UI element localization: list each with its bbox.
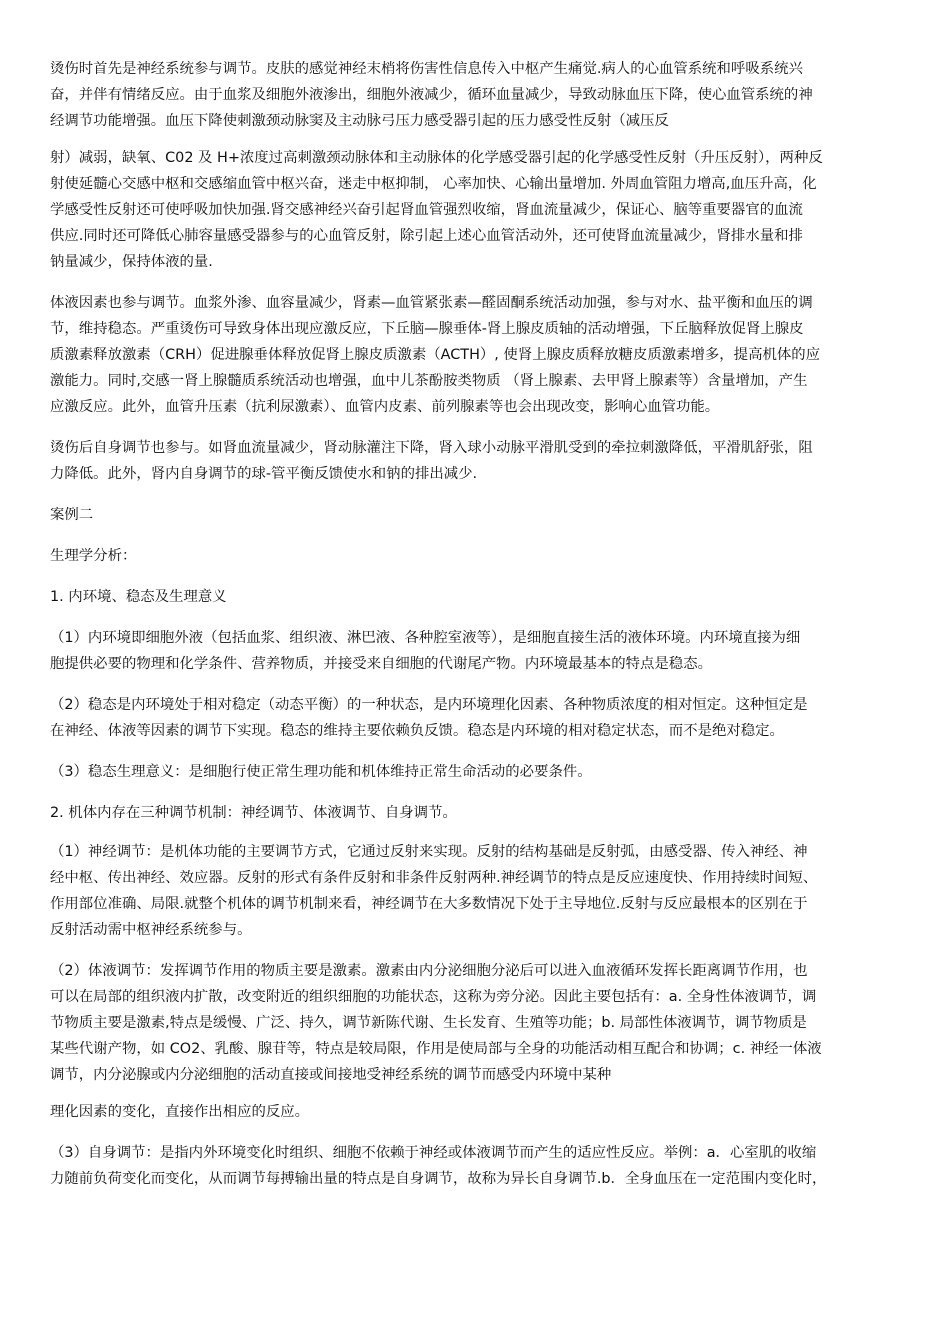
text-line: 调节，内分泌腺或内分泌细胞的活动直接或间接地受神经系统的调节而感受内环境中某种 <box>50 1067 612 1083</box>
section-2-title <box>50 800 900 826</box>
text-line: 钠量减少，保持体液的量. <box>50 254 213 270</box>
text-line: 体液因素也参与调节。血浆外渗、血容量减少，肾素—血管紧张素—醛固酮系统活动加强，参与对水、盐平衡和血压的调 <box>50 295 813 311</box>
heading-case-two <box>50 502 900 528</box>
paragraph-humoral-regulation <box>50 290 900 420</box>
text-line: 2. 机体内存在三种调节机制：神经调节、体液调节、自身调节。 <box>50 805 457 821</box>
text-line: 1. 内环境、稳态及生理意义 <box>50 589 227 605</box>
paragraph-reflex-detail <box>50 145 900 275</box>
text-line: （1）内环境即细胞外液（包括血浆、组织液、淋巴液、各种腔室液等），是细胞直接生活的液体环境。内环境直接为细 <box>50 630 801 646</box>
text-line: 在神经、体液等因素的调节下实现。稳态的维持主要依赖负反馈。稳态是内环境的相对稳定状态，而不是绝对稳定。 <box>50 723 784 739</box>
text-line: 力降低。此外，肾内自身调节的球-管平衡反馈使水和钠的排出减少. <box>50 466 478 482</box>
text-line: 烫伤时首先是神经系统参与调节。皮肤的感觉神经末梢将伤害性信息传入中枢产生痛觉.病人的心血管系统和呼吸系统兴 <box>50 61 803 77</box>
section-2-item-2 <box>50 958 900 1088</box>
text-line: 激能力。同时,交感一肾上腺髓质系统活动也增强，血中儿茶酚胺类物质 （肾上腺素、去甲肾上腺素等）含量增加，产生 <box>50 373 808 389</box>
text-line: 经中枢、传出神经、效应器。反射的形式有条件反射和非条件反射两种.神经调节的特点是反应速度快、作用持续时间短、 <box>50 870 818 886</box>
text-line: 作用部位准确、局限.就整个机体的调节机制来看，神经调节在大多数情况下处于主导地位.反射与反应最根本的区别在于 <box>50 896 808 912</box>
text-line: 学感受性反射还可使呼吸加快加强.肾交感神经兴奋引起肾血管强烈收缩，肾血流量减少，保证心、脑等重要器官的血流 <box>50 202 803 218</box>
text-line: 射使延髓心交感中枢和交感缩血管中枢兴奋，迷走中枢抑制， 心率加快、心输出量增加. 外周血管阻力增高,血压升高，化 <box>50 176 817 192</box>
text-line: 应激反应。此外，血管升压素（抗利尿激素）、血管内皮素、前列腺素等也会出现改变，影响心血管功能。 <box>50 399 720 415</box>
text-line: 节，维持稳态。严重烫伤可导致身体出现应激反应，下丘脑—腺垂体-肾上腺皮质轴的活动增强，下丘脑释放促肾上腺皮 <box>50 321 804 337</box>
text-line: 节物质主要是激素,特点是缓慢、广泛、持久，调节新陈代谢、生长发育、生殖等功能；b. 局部性体液调节，调节物质是 <box>50 1015 807 1031</box>
text-line: 经调节功能增强。血压下降使刺激颈动脉窦及主动脉弓压力感受器引起的压力感受性反射（减压反 <box>50 113 669 129</box>
text-line: （2）体液调节：发挥调节作用的物质主要是激素。激素由内分泌细胞分泌后可以进入血液循环发挥长距离调节作用，也 <box>50 963 808 979</box>
text-line: 供应.同时还可降低心肺容量感受器参与的心血管反射，除引起上述心血管活动外，还可使肾血流量减少，肾排水量和排 <box>50 228 803 244</box>
text-line: （1）神经调节：是机体功能的主要调节方式，它通过反射来实现。反射的结构基础是反射弧，由感受器、传入神经、神 <box>50 844 808 860</box>
text-line: 可以在局部的组织液内扩散，改变附近的组织细胞的功能状态，这称为旁分泌。因此主要包括有：a. 全身性体液调节，调 <box>50 989 817 1005</box>
text-line: 烫伤后自身调节也参与。如肾血流量减少，肾动脉灌注下降，肾入球小动脉平滑肌受到的牵拉刺激降低，平滑肌舒张，阻 <box>50 440 813 456</box>
heading-physiology-analysis <box>50 543 900 569</box>
text-line: 生理学分析： <box>50 548 137 564</box>
section-1-title <box>50 584 900 610</box>
text-line: （3）自身调节：是指内外环境变化时组织、细胞不依赖于神经或体液调节而产生的适应性反应。举例：a．心室肌的收缩 <box>50 1145 817 1161</box>
paragraph-autoregulation <box>50 435 900 487</box>
text-line: 质激素释放激素（CRH）促进腺垂体释放促肾上腺皮质激素（ACTH）, 使肾上腺皮质释放糖皮质激素增多，提高机体的应 <box>50 347 821 363</box>
text-line: 案例二 <box>50 507 94 523</box>
text-line: （3）稳态生理意义：是细胞行使正常生理功能和机体维持正常生命活动的必要条件。 <box>50 764 592 780</box>
text-line: 胞提供必要的物理和化学条件、营养物质，并接受来自细胞的代谢尾产物。内环境最基本的特点是稳态。 <box>50 656 712 672</box>
text-line: 某些代谢产物，如 CO2、乳酸、腺苷等，特点是较局限，作用是使局部与全身的功能活动相互配合和协调；c. 神经一体液 <box>50 1041 822 1057</box>
section-2-item-1 <box>50 839 900 943</box>
section-1-item-2 <box>50 692 900 744</box>
section-2-item-3 <box>50 1140 900 1192</box>
text-line: （2）稳态是内环境处于相对稳定（动态平衡）的一种状态，是内环境理化因素、各种物质浓度的相对恒定。这种恒定是 <box>50 697 808 713</box>
section-2-item-2-continued <box>50 1099 900 1125</box>
section-1-item-1 <box>50 625 900 677</box>
text-line: 理化因素的变化，直接作出相应的反应。 <box>50 1104 310 1120</box>
paragraph-burn-neural-regulation <box>50 56 900 134</box>
text-line: 射）减弱，缺氧、C02 及 H+浓度过高刺激颈动脉体和主动脉体的化学感受器引起的化学感受性反射（升压反射），两种反 <box>50 150 823 166</box>
text-line: 奋，并伴有情绪反应。由于血浆及细胞外液渗出，细胞外液减少，循环血量减少，导致动脉血压下降，使心血管系统的神 <box>50 87 813 103</box>
section-1-item-3 <box>50 759 900 785</box>
text-line: 反射活动需中枢神经系统参与。 <box>50 922 252 938</box>
text-line: 力随前负荷变化而变化，从而调节每搏输出量的特点是自身调节，故称为异长自身调节.b．全身血压在一定范围内变化时， <box>50 1171 827 1187</box>
